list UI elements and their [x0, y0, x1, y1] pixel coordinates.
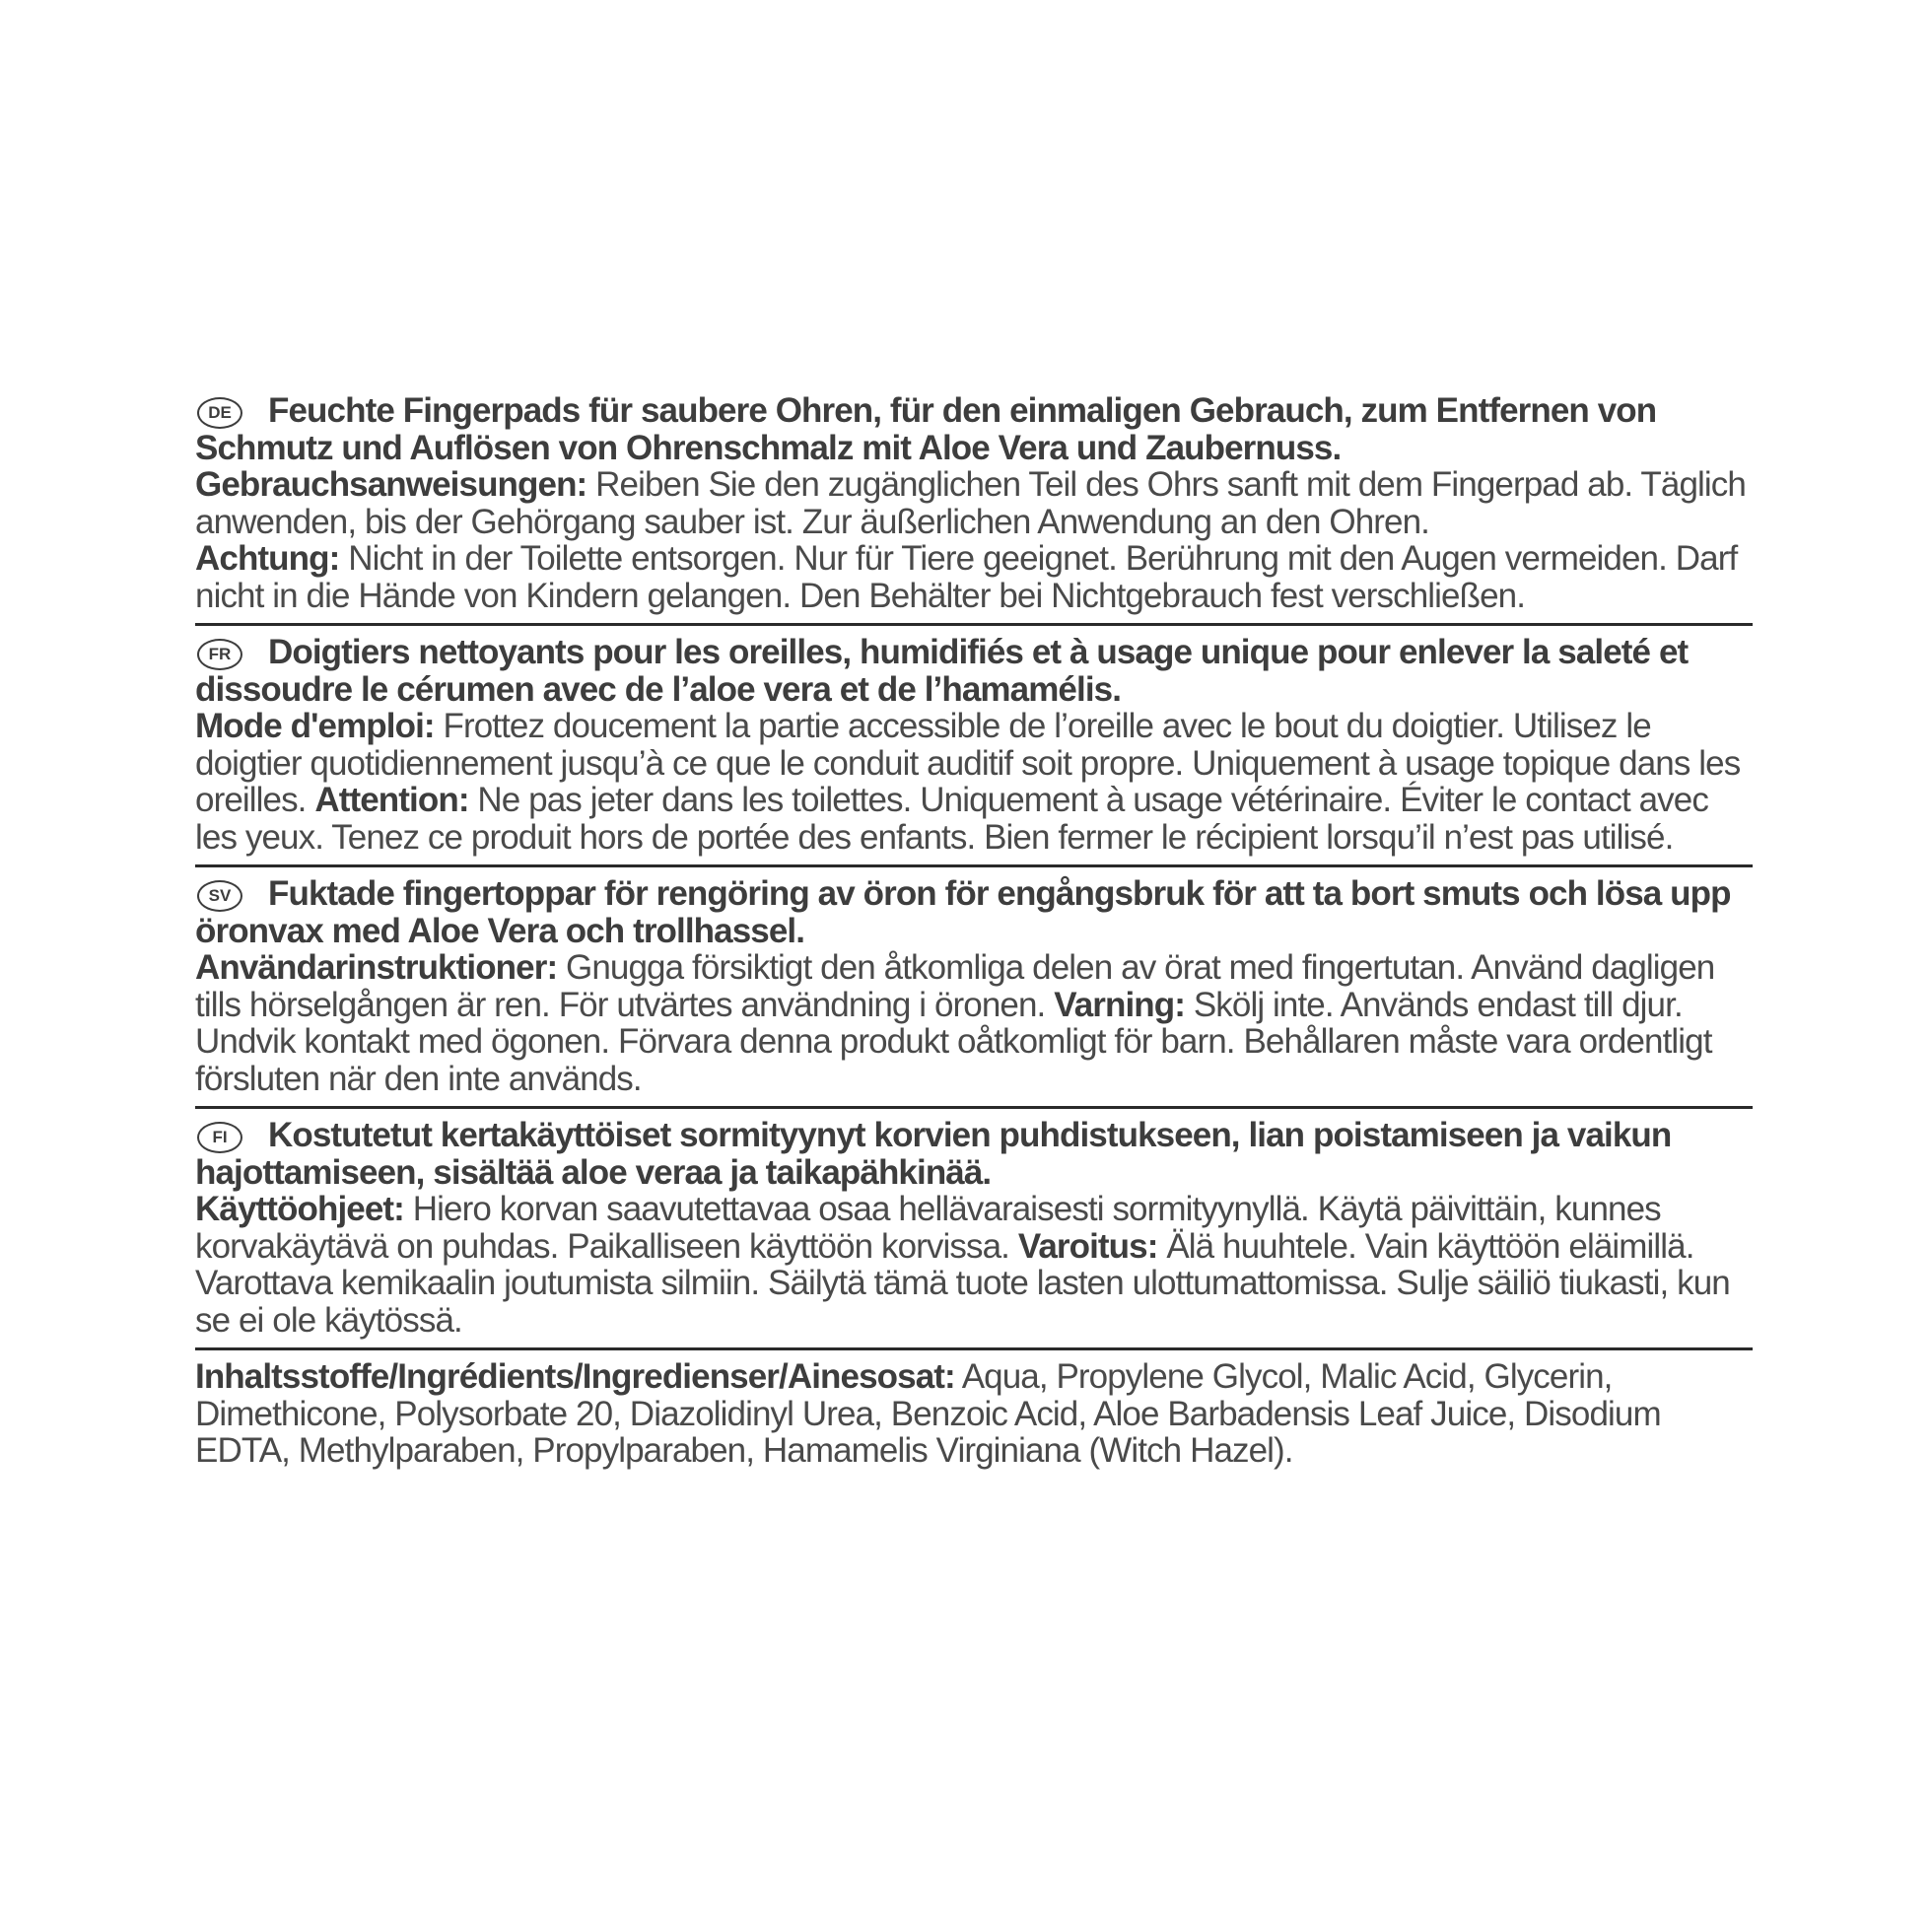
ingredients-body: [195, 1358, 1753, 1470]
directions-text: Frottez doucement la partie accessible de l’oreille avec le bout du doigtier. Utilisez le doigtier quotidiennement jusqu’à ce que le conduit auditif soit propre. Uniquement à usage topique dans les oreilles.: [195, 707, 1741, 819]
title-text: Kostutetut kertakäyttöiset sormityynyt korvien puhdistukseen, lian poistamiseen ja vaikun hajottamiseen, sisältää aloe veraa ja taikapähkinää.: [195, 1116, 1672, 1192]
ingredients-section: [195, 1350, 1753, 1479]
product-label-text: [195, 392, 1753, 1479]
title-text: Fuktade fingertoppar för rengöring av öron för engångsbruk för att ta bort smuts och lösa upp öronvax med Aloe Vera och trollhassel.: [195, 874, 1731, 950]
warning-label: Varning:: [1054, 985, 1186, 1024]
language-badge-de: DE: [197, 397, 242, 429]
warning-label: Varoitus:: [1017, 1226, 1158, 1266]
title-text: Feuchte Fingerpads für saubere Ohren, für den einmaligen Gebrauch, zum Entfernen von Schmutz und Auflösen von Ohrenschmalz mit Aloe Vera und Zaubernuss.: [195, 391, 1657, 467]
language-badge-fr: FR: [197, 639, 242, 670]
warning-label: Achtung:: [195, 539, 340, 578]
section-fr: [195, 626, 1753, 867]
warning-text: Skölj inte. Används endast till djur. Undvik kontakt med ögonen. Förvara denna produkt oåtkomligt för barn. Behållaren måste vara ordentligt försluten när den inte används.: [195, 985, 1712, 1098]
ingredients-text: Aqua, Propylene Glycol, Malic Acid, Glycerin, Dimethicone, Polysorbate 20, Diazolidinyl Urea, Benzoic Acid, Aloe Barbadensis Leaf Juice, Disodium EDTA, Methylparaben, Propylparaben, Hamamelis Virginiana (Witch Hazel).: [195, 1357, 1661, 1470]
section-de: [195, 392, 1753, 626]
warning-text: Ne pas jeter dans les toilettes. Uniquement à usage vétérinaire. Éviter le contact avec les yeux. Tenez ce produit hors de portée des enfants. Bien fermer le récipient lorsqu’il n’est pas utilisé.: [195, 781, 1708, 857]
title-text: Doigtiers nettoyants pour les oreilles, humidifiés et à usage unique pour enlever la saleté et dissoudre le cérumen avec de l’aloe vera et de l’hamamélis.: [195, 633, 1689, 709]
directions-label: Mode d'emploi:: [195, 707, 435, 745]
warning-text: Älä huuhtele. Vain käyttöön eläimillä. Varottava kemikaalin joutumista silmiin. Säilytä tämä tuote lasten ulottumattomissa. Sulje säiliö tiukasti, kun se ei ole käytössä.: [195, 1226, 1730, 1340]
directions-text: Gnugga försiktigt den åtkomliga delen av örat med fingertutan. Använd dagligen tills hörselgången är ren. För utvärtes användning i öronen.: [195, 948, 1715, 1024]
language-badge-sv: SV: [197, 880, 242, 912]
section-title: [195, 392, 1753, 466]
section-title: [195, 1117, 1753, 1191]
section-body: [195, 949, 1753, 1097]
directions-label: Käyttöohjeet:: [195, 1190, 404, 1228]
ingredients-label: Inhaltsstoffe/Ingrédients/Ingredienser/Ainesosat:: [195, 1357, 955, 1396]
section-title: [195, 875, 1753, 949]
directions-label: Gebrauchsanweisungen:: [195, 465, 587, 504]
section-title: [195, 634, 1753, 708]
directions-text: Hiero korvan saavutettavaa osaa hellävaraisesti sormityynyllä. Käytä päivittäin, kunnes korvakäytävä on puhdas. Paikalliseen käyttöön korvissa.: [195, 1190, 1661, 1266]
section-sv: [195, 867, 1753, 1109]
section-body: [195, 708, 1753, 856]
section-body: [195, 466, 1753, 614]
directions-text: Reiben Sie den zugänglichen Teil des Ohrs sanft mit dem Fingerpad ab. Täglich anwenden, bis der Gehörgang sauber ist. Zur äußerlichen Anwendung an den Ohren.: [195, 465, 1746, 541]
warning-label: Attention:: [314, 781, 469, 819]
warning-text: Nicht in der Toilette entsorgen. Nur für Tiere geeignet. Berührung mit den Augen vermeiden. Darf nicht in die Hände von Kindern gelangen. Den Behälter bei Nichtgebrauch fest verschließen.: [195, 539, 1738, 615]
language-badge-fi: FI: [197, 1122, 242, 1153]
directions-label: Användarinstruktioner:: [195, 948, 558, 987]
section-fi: [195, 1109, 1753, 1350]
section-body: [195, 1191, 1753, 1339]
